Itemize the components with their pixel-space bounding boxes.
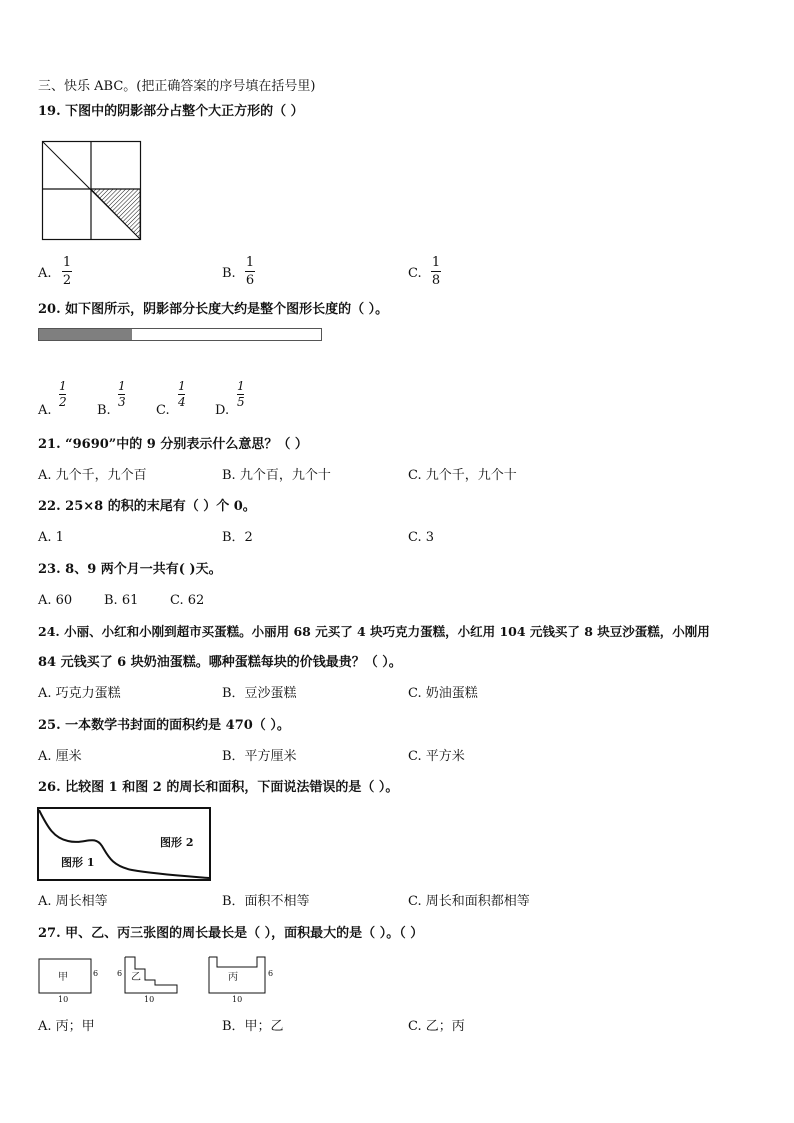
q27-figure-bing-side: 6 <box>268 969 274 978</box>
q27-figure-yi-bottom: 10 <box>144 995 155 1004</box>
q21-option-b[interactable]: B. 九个百，九个十 <box>222 468 331 483</box>
q26-label-figure-2: 图形 2 <box>160 836 194 849</box>
q19-square-figure <box>42 141 142 241</box>
q22-option-a[interactable]: A. 1 <box>38 530 64 545</box>
q27-figure-bing-bottom: 10 <box>232 995 243 1004</box>
question-27-stem: 27. 甲、乙、丙三张图的周长最长是（ ），面积最大的是（ ）。（ ） <box>38 926 424 941</box>
q20-option-d-fraction[interactable]: 1 5 <box>237 379 245 409</box>
q23-option-a[interactable]: A. 60 <box>38 593 73 608</box>
q22-option-b[interactable]: B．2 <box>222 530 253 545</box>
q25-option-b[interactable]: B．平方厘米 <box>222 749 297 764</box>
q27-option-a[interactable]: A. 丙；甲 <box>38 1019 95 1034</box>
question-24-stem-line1: 24. 小丽、小红和小刚到超市买蛋糕。小丽用 68 元买了 4 块巧克力蛋糕，小红用 104 元钱买了 8 块豆沙蛋糕，小刚用 <box>38 624 710 639</box>
q27-figure-yi-side: 6 <box>117 969 123 978</box>
q27-figure-yi-name: 乙 <box>131 972 141 983</box>
question-20-stem: 20. 如下图所示，阴影部分长度大约是整个图形长度的（ ）。 <box>38 302 389 317</box>
q27-figure-jia-bottom: 10 <box>58 995 69 1004</box>
q24-option-c[interactable]: C. 奶油蛋糕 <box>408 686 478 701</box>
q22-option-c[interactable]: C. 3 <box>408 530 435 545</box>
q25-option-c[interactable]: C. 平方米 <box>408 749 465 764</box>
question-21-stem: 21. “9690”中的 9 分别表示什么意思？（ ） <box>38 437 308 452</box>
q20-option-d-label[interactable]: D. <box>215 403 230 418</box>
question-25-stem: 25. 一本数学书封面的面积约是 470（ ）。 <box>38 718 290 733</box>
q26-option-c[interactable]: C. 周长和面积都相等 <box>408 894 530 909</box>
q26-label-figure-1: 图形 1 <box>61 856 95 869</box>
q19-option-c-label[interactable]: C. <box>408 266 422 281</box>
q19-option-b-fraction[interactable]: 1 6 <box>245 255 255 288</box>
q24-option-a[interactable]: A. 巧克力蛋糕 <box>38 686 121 701</box>
q20-option-c-label[interactable]: C. <box>156 403 170 418</box>
q27-option-c[interactable]: C. 乙；丙 <box>408 1019 465 1034</box>
section-title: 三、快乐 ABC。(把正确答案的序号填在括号里) <box>38 79 316 94</box>
q20-option-b-label[interactable]: B. <box>97 403 111 418</box>
question-23-stem: 23. 8、9 两个月一共有( )天。 <box>38 562 222 577</box>
q23-option-c[interactable]: C. 62 <box>170 593 205 608</box>
q23-option-b[interactable]: B. 61 <box>104 593 139 608</box>
q19-option-b-label[interactable]: B. <box>222 266 236 281</box>
q21-option-a[interactable]: A. 九个千，九个百 <box>38 468 147 483</box>
q27-figure-bing <box>208 956 268 996</box>
q20-option-a-fraction[interactable]: 1 2 <box>59 379 67 409</box>
question-26-stem: 26. 比较图 1 和图 2 的周长和面积，下面说法错误的是（ ）。 <box>38 780 399 795</box>
q21-option-c[interactable]: C. 九个千，九个十 <box>408 468 517 483</box>
question-22-stem: 22. 25×8 的积的末尾有（ ）个 0。 <box>38 499 256 514</box>
q27-figure-jia-name: 甲 <box>58 972 68 983</box>
q19-option-a-label[interactable]: A. <box>38 266 52 281</box>
q27-figure-bing-name: 丙 <box>228 972 238 983</box>
q24-option-b[interactable]: B．豆沙蛋糕 <box>222 686 297 701</box>
q20-option-b-fraction[interactable]: 1 3 <box>118 379 126 409</box>
q20-option-a-label[interactable]: A. <box>38 403 52 418</box>
q27-option-b[interactable]: B．甲；乙 <box>222 1019 284 1034</box>
q25-option-a[interactable]: A. 厘米 <box>38 749 82 764</box>
q27-figure-jia-side: 6 <box>93 969 99 978</box>
q26-option-b[interactable]: B．面积不相等 <box>222 894 310 909</box>
q20-option-c-fraction[interactable]: 1 4 <box>178 379 186 409</box>
q19-option-c-fraction[interactable]: 1 8 <box>431 255 441 288</box>
q26-option-a[interactable]: A. 周长相等 <box>38 894 108 909</box>
q20-bar-figure <box>38 328 322 341</box>
q20-shaded-segment <box>39 329 132 340</box>
q19-option-a-fraction[interactable]: 1 2 <box>62 255 72 288</box>
question-24-stem-line2: 84 元钱买了 6 块奶油蛋糕。哪种蛋糕每块的价钱最贵？（ ）。 <box>38 655 402 670</box>
question-19-stem: 19. 下图中的阴影部分占整个大正方形的（ ） <box>38 104 304 119</box>
